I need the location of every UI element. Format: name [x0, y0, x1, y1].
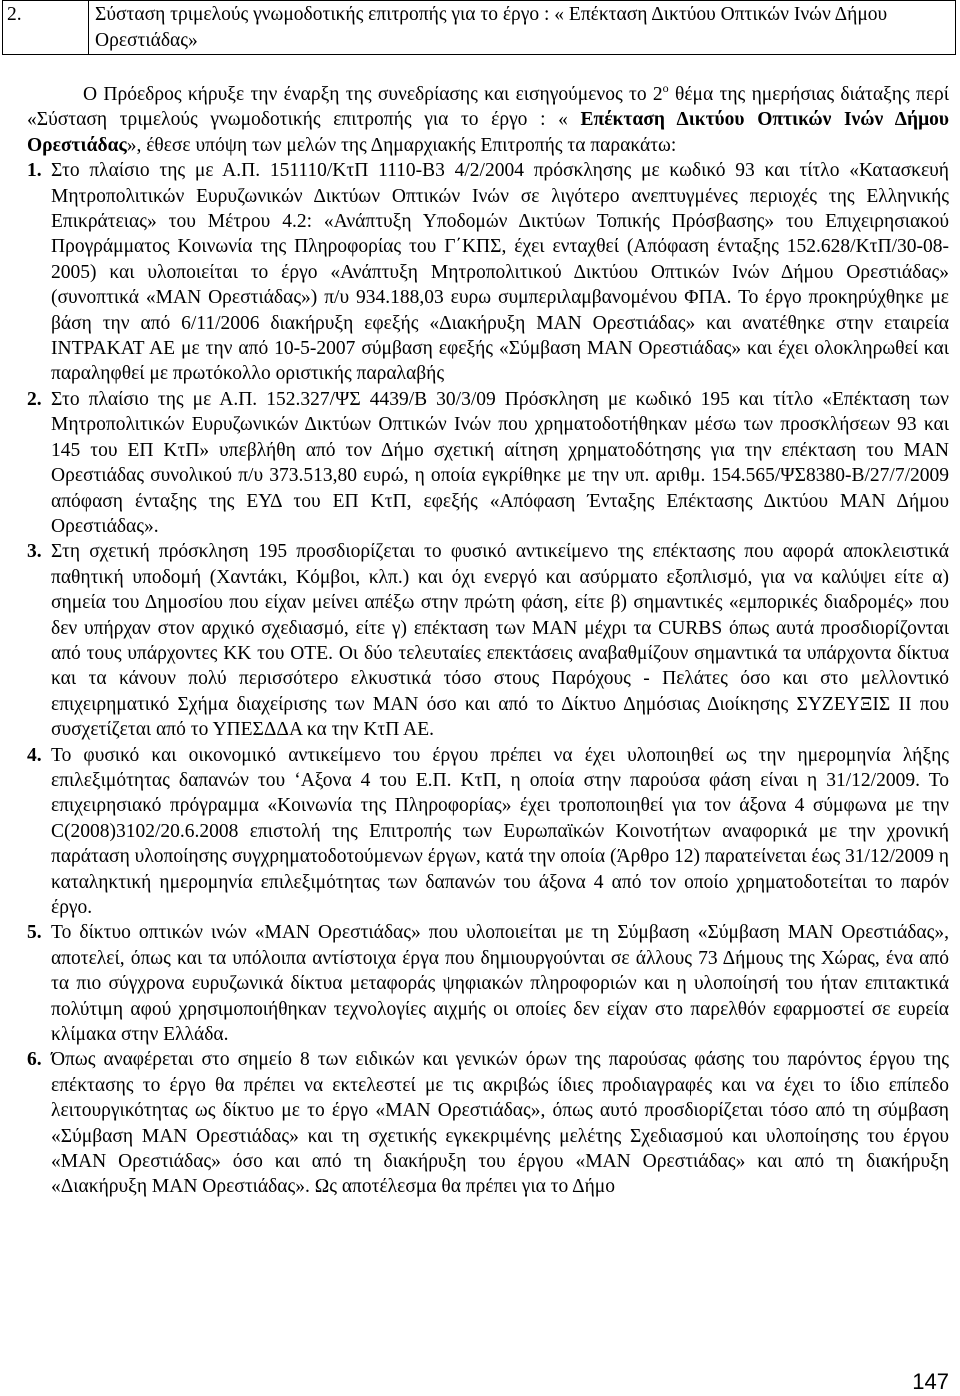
list-item-text: Όπως αναφέρεται στο σημείο 8 των ειδικών και γενικών όρων της παρούσας φάσης του παρόντος έργου της επέκτασης το έργο θα πρέπει να εκτελεστεί με τις ακριβώς ίδιες προδιαγραφές και να έχει το ίδιο επίπεδο λειτουργικότητας ως δίκτυο με το έργο «ΜΑΝ Ορεστιάδας», όπως αυτό προσδιορίζεται τόσο από τη σύμβαση «Σύμβαση ΜΑΝ Ορεστιάδας» και τη σχετικής εγκεκριμένης μελέτης Σχεδιασμού και υλοποίησης του έργου «ΜΑΝ Ορεστιάδας» όσο και από τη διακήρυξη του έργου «ΜΑΝ Ορεστιάδας» και από τη διακήρυξη «Διακήρυξη ΜΑΝ Ορεστιάδας». Ως αποτέλεσμα θα πρέπει για το Δήμο [51, 1049, 949, 1198]
document-body [27, 82, 949, 1200]
agenda-item-number: 2. [3, 1, 89, 54]
list-item-number: 6. [27, 1049, 42, 1071]
list-item-1 [27, 158, 949, 387]
list-item-number: 3. [27, 541, 42, 563]
intro-paragraph [27, 82, 949, 158]
list-item-2 [27, 387, 949, 539]
intro-project-name: Επέκταση Δικτύου Οπτικών Ινών Δήμου Ορεστιάδας [27, 109, 949, 156]
list-item-text: Το φυσικό και οικονομικό αντικείμενο του έργου πρέπει να έχει υλοποιηθεί ως την ημερομηνία λήξης επιλεξιμότητας δαπανών του ‘Αξονα 4 του Ε.Π. ΚτΠ, η οποία στην παρούσα φάση είναι η 31/12/2009. Το επιχειρησιακό πρόγραμμα «Κοινωνία της Πληροφορίας» έχει τροποποιηθεί για τον άξονα 4 σύμφωνα με την C(2008)3102/20.6.2008 επιστολή της Επιτροπής των Ευρωπαϊκών Κοινοτήτων αναφορικά με την χρονική παράταση υλοποίησης συγχρηματοδοτούμενων έργων, κατά την οποία (Άρθρο 12) παρατείνεται έως 31/12/2009 η καταληκτική ημερομηνία επιλεξιμότητας των δαπανών του άξονα 4 από τον οποίο χρηματοδοτείται το παρόν έργο. [51, 744, 949, 918]
intro-text-1: Ο Πρόεδρος κήρυξε την έναρξη της συνεδρίασης και εισηγούμενος το 2 [83, 84, 663, 105]
agenda-item-title: Σύσταση τριμελούς γνωμοδοτικής επιτροπής για το έργο : « Επέκταση Δικτύου Οπτικών Ινών Δήμου Ορεστιάδας» [95, 4, 888, 51]
list-item-number: 2. [27, 388, 42, 410]
list-item-4 [27, 743, 949, 921]
list-item-number: 4. [27, 744, 42, 766]
list-item-3 [27, 539, 949, 742]
list-item-text: Το δίκτυο οπτικών ινών «ΜΑΝ Ορεστιάδας» που υλοποιείται με τη Σύμβαση «Σύμβαση ΜΑΝ Ορεστιάδας», αποτελεί, όπως και τα υπόλοιπα αντίστοιχα έργα που δημιουργούνται σε άλλους 73 Δήμους της Χώρας, ένα από τα πιο σύγχρονα ευρυζωνικά δίκτυα μεταφοράς ψηφιακών πληροφοριών και η υλοποίησή του ήταν επιτακτικά πολύτιμη αφού χρησιμοποιήθηκαν τεχνολογίες αιχμής οι οποίες δεν είχαν στο παρελθόν εφαρμοστεί σε ευρεία κλίμακα στην Ελλάδα. [51, 922, 949, 1046]
list-item-text: Στο πλαίσιο της με Α.Π. 152.327/ΨΣ 4439/Β 30/3/09 Πρόσκληση με κωδικό 195 και τίτλο «Επέκταση των Μητροπολιτικών Ευρυζωνικών Δικτύων Οπτικών Ινών που χρηματοδοτήθηκαν μέσω των προσκλήσεων 93 και 145 του ΕΠ ΚτΠ» υπεβλήθη από τον Δήμο σχετική αίτηση χρηματοδότησης για την επέκταση του ΜΑΝ Ορεστιάδας συνολικού π/υ 373.513,80 ευρώ, η οποία εγκρίθηκε με την υπ. αριθμ. 154.565/ΨΣ8380-Β/27/7/2009 απόφαση ένταξης της ΕΥΔ του ΕΠ ΚτΠ, εφεξής «Απόφαση Ένταξης Επέκτασης Δικτύου ΜΑΝ Δήμου Ορεστιάδας». [51, 388, 949, 537]
list-item-number: 5. [27, 922, 42, 944]
list-item-5 [27, 920, 949, 1047]
list-item-6 [27, 1047, 949, 1199]
intro-ordinal-superscript: ο [662, 81, 669, 95]
list-item-text: Στη σχετική πρόσκληση 195 προσδιορίζεται το φυσικό αντικείμενο της επέκτασης που αφορά αποκλειστικά παθητική υποδομή (Χαντάκι, Κόμβοι, κλπ.) και όχι ενεργό και ασύρματο εξοπλισμό, για να καλύψει είτε α) σημεία του Δημοσίου που είχαν μείνει απέξω στην πρώτη φάση, είτε β) σημαντικές «εμπορικές διαδρομές» που δεν υπήρχαν στον αρχικό σχεδιασμό, είτε γ) επέκταση των MAN μέχρι τα CURBS όπως αυτά προσδιορίζονται από τους υπάρχοντες ΚΚ του ΟΤΕ. Οι δύο τελευταίες επεκτάσεις αναβαθμίζουν σημαντικά τα υπάρχοντα δίκτυα και τα κάνουν πολύ περισσότερο ελκυστικά τόσο στους Παρόχους - Πελάτες όσο και στο μελλοντικό επιχειρηματικό Σχήμα διαχείρισης των MAN όσο και από το Δίκτυο Δημόσιας Διοίκησης ΣΥΖΕΥΞΙΣ ΙΙ που συσχετίζεται από το ΥΠΕΣΔΔΑ κα την ΚτΠ ΑΕ. [51, 541, 949, 741]
page-number: 147 [912, 1369, 949, 1394]
intro-text-2: θέμα της ημερήσιας διάταξης περί «Σύσταση τριμελούς γνωμοδοτικής επιτροπής για το έργο : « [27, 84, 949, 131]
list-item-number: 1. [27, 160, 42, 182]
intro-text-3: », έθεσε υπόψη των μελών της Δημαρχιακής Επιτροπής τα παρακάτω: [126, 134, 677, 156]
agenda-item-header [2, 0, 956, 55]
list-item-text: Στο πλαίσιο της με Α.Π. 151110/ΚτΠ 1110-Β3 4/2/2004 πρόσκλησης με κωδικό 93 και τίτλο «Κατασκευή Μητροπολιτικών Ευρυζωνικών Δικτύων Οπτικών Ινών σε λιγότερο ανεπτυγμένες περιοχές της Ελληνικής Επικράτειας» του Μέτρου 4.2: «Ανάπτυξη Υποδομών Δικτύων Τοπικής Πρόσβασης» του Επιχειρησιακού Προγράμματος Κοινωνία της Πληροφορίας του Γ΄ΚΠΣ, έχει ενταχθεί (Απόφαση ένταξης 152.628/ΚτΠ/30-08-2005) και υλοποιείται το έργο «Ανάπτυξη Μητροπολιτικού Δικτύου Οπτικών Ινών Δήμου Ορεστιάδας» (συνοπτικά «MAN Ορεστιάδας») π/υ 934.188,03 ευρω συμπεριλαμβανομένου ΦΠΑ. Το έργο προκηρύχθηκε με βάση την από 6/11/2006 διακήρυξη εφεξής «Διακήρυξη MAN Ορεστιάδας» και ανατέθηκε στην εταιρεία ΙΝΤΡΑΚΑΤ ΑΕ με την από 10-5-2007 σύμβαση εφεξής «Σύμβαση MAN Ορεστιάδας» και έχει ολοκληρωθεί και παραληφθεί με πρωτόκολλο οριστικής παραλαβής [51, 160, 949, 385]
